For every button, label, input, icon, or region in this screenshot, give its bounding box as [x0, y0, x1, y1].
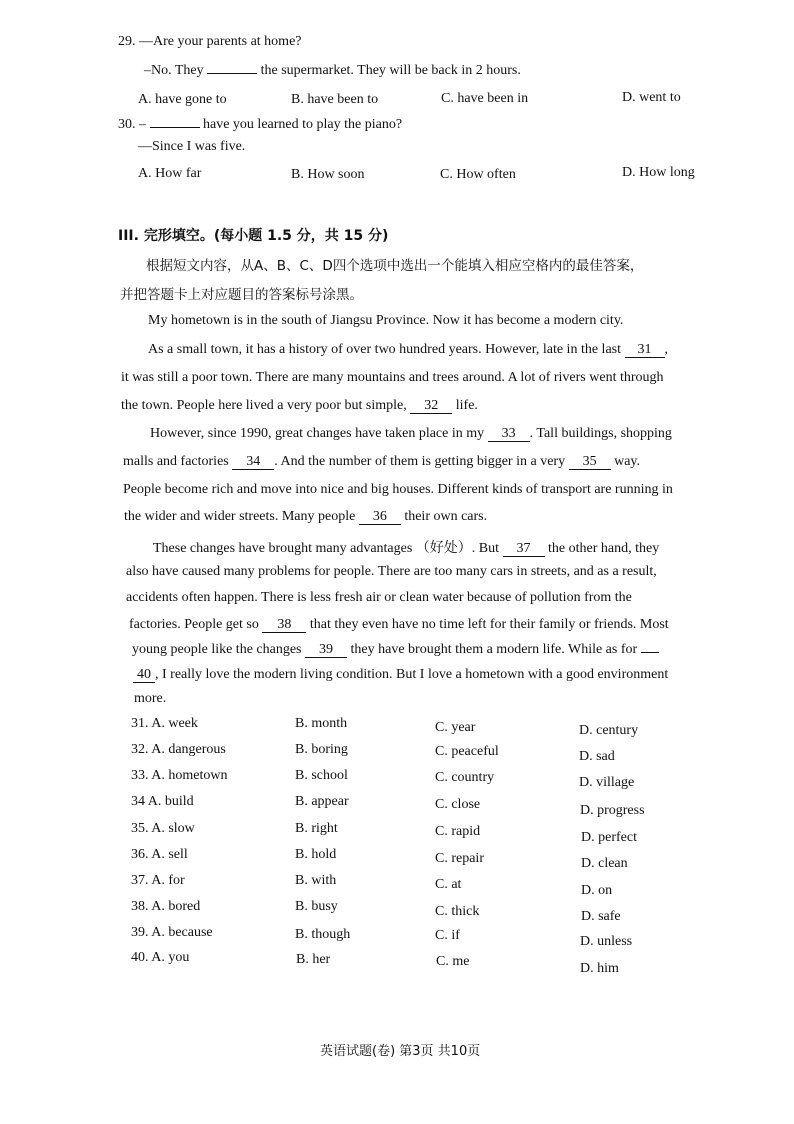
passage-p2-line1: As a small town, it has a history of over two hundred years. However, late in the last 31 , [148, 342, 668, 357]
answer-blank [641, 652, 659, 653]
option-b: B. school [295, 768, 348, 783]
option-c: C. thick [435, 904, 480, 919]
option-c: C. repair [435, 851, 484, 866]
passage-p4-line4: factories. People get so 38 that they even have no time left for their family or friends. Most [129, 617, 669, 632]
option-b: B. though [295, 927, 351, 942]
blank-32: 32 [410, 399, 452, 414]
option-row-39 [0, 925, 794, 949]
option-row-40 [0, 950, 794, 976]
option-a: 39. A. because [131, 925, 213, 940]
passage-p3-line2: malls and factories 34 . And the number of them is getting bigger in a very 35 way. [123, 454, 640, 469]
answer-blank [150, 127, 200, 128]
option-c: C. at [435, 877, 462, 892]
option-d: D. unless [580, 934, 633, 949]
passage-p2-line3: the town. People here lived a very poor but simple, 32 life. [121, 398, 478, 413]
answer-blank [207, 73, 257, 74]
option-d: D. on [581, 883, 613, 898]
option-row-36 [0, 847, 794, 871]
option-d: D. went to [622, 90, 681, 105]
blank-35: 35 [569, 455, 611, 470]
option-b: B. How soon [291, 167, 365, 182]
option-a: 32. A. dangerous [131, 742, 226, 757]
option-c: C. How often [440, 167, 516, 182]
option-c: C. country [435, 770, 495, 785]
option-d: D. clean [581, 856, 628, 871]
option-c: C. have been in [441, 91, 529, 106]
blank-33: 33 [488, 427, 530, 442]
blank-36: 36 [359, 510, 401, 525]
passage-p3-line3: People become rich and move into nice and big houses. Different kinds of transport are running in [123, 482, 673, 497]
option-a: 33. A. hometown [131, 768, 228, 783]
passage-p4-line5: young people like the changes 39 they have brought them a modern life. While as for [132, 642, 659, 658]
option-a: 34 A. build [131, 794, 194, 809]
option-row-33 [0, 768, 794, 788]
option-b: B. hold [295, 847, 337, 862]
passage-p1: My hometown is in the south of Jiangsu Province. Now it has become a modern city. [148, 313, 624, 328]
option-b: B. boring [295, 742, 348, 757]
option-d: D. How long [622, 165, 695, 180]
section-title: III. 完形填空。(每小题 1.5 分，共 15 分) [118, 228, 389, 244]
option-a: 40. A. you [131, 950, 190, 965]
blank-40: 40 [133, 668, 155, 683]
option-a: 35. A. slow [131, 821, 195, 836]
blank-37: 37 [503, 542, 545, 557]
option-a: 36. A. sell [131, 847, 188, 862]
passage-p2-line2: it was still a poor town. There are many mountains and trees around. A lot of rivers went through [121, 370, 664, 385]
option-row-34 [0, 794, 794, 818]
option-a: 31. A. week [131, 716, 198, 731]
question-30-line2: —Since I was five. [138, 139, 246, 154]
option-b: B. busy [295, 899, 338, 914]
option-d: D. progress [580, 803, 645, 818]
option-c: C. close [435, 797, 481, 812]
question-29 [118, 34, 302, 50]
page-footer: 英语试题(卷) 第3页 共10页 [320, 1044, 481, 1059]
question-number: 29. [118, 34, 136, 49]
option-b: B. with [295, 873, 337, 888]
option-c: C. rapid [435, 824, 481, 839]
option-d: D. safe [581, 909, 621, 924]
passage-p4-line2: also have caused many problems for people. There are too many cars in streets, and as a result, [126, 564, 657, 579]
question-text: have you learned to play the piano? [203, 117, 403, 132]
passage-p4-line3: accidents often happen. There is less fresh air or clean water because of pollution from the [126, 590, 632, 605]
option-b: B. have been to [291, 92, 379, 107]
blank-39: 39 [305, 643, 347, 658]
question-number: 30. [118, 117, 136, 132]
option-c: C. if [435, 928, 460, 943]
option-b: B. her [296, 952, 331, 967]
option-d: D. century [579, 723, 639, 738]
passage-p4-line7: more. [134, 691, 167, 706]
option-row-37 [0, 873, 794, 898]
option-row-31 [0, 716, 794, 736]
option-b: B. month [295, 716, 348, 731]
option-a: A. How far [138, 166, 202, 181]
option-a: 38. A. bored [131, 899, 201, 914]
option-c: C. peaceful [435, 744, 499, 759]
option-row-32 [0, 742, 794, 762]
option-a: 37. A. for [131, 873, 185, 888]
option-d: D. perfect [581, 830, 637, 845]
passage-p4-line6: 40 , I really love the modern living condition. But I love a hometown with a good environment [133, 667, 668, 683]
blank-34: 34 [232, 455, 274, 470]
blank-31: 31 [625, 343, 665, 358]
passage-p3-line1: However, since 1990, great changes have taken place in my 33 . Tall buildings, shopping [150, 426, 672, 441]
option-row-35 [0, 821, 794, 845]
option-b: B. right [295, 821, 338, 836]
instruction-line-1: 根据短文内容，从A、B、C、D四个选项中选出一个能填入相应空格内的最佳答案， [146, 258, 644, 274]
option-a: A. have gone to [138, 92, 227, 107]
option-b: B. appear [295, 794, 349, 809]
option-d: D. village [579, 775, 635, 790]
instruction-line-2: 并把答题卡上对应题目的答案标号涂黑。 [120, 287, 363, 303]
passage-p4-line1: These changes have brought many advantages （好处）. But 37 the other hand, they [153, 541, 660, 556]
option-c: C. year [435, 720, 476, 735]
option-c: C. me [436, 954, 470, 969]
passage-p3-line4: the wider and wider streets. Many people 36 their own cars. [124, 509, 488, 524]
option-row-38 [0, 899, 794, 924]
question-text: —Are your parents at home? [139, 34, 302, 49]
blank-38: 38 [262, 618, 306, 633]
question-30: 30. – have you learned to play the piano? [118, 117, 403, 132]
option-d: D. him [580, 961, 619, 976]
option-d: D. sad [579, 749, 615, 764]
question-29-line2: –No. They the supermarket. They will be back in 2 hours. [144, 63, 521, 78]
